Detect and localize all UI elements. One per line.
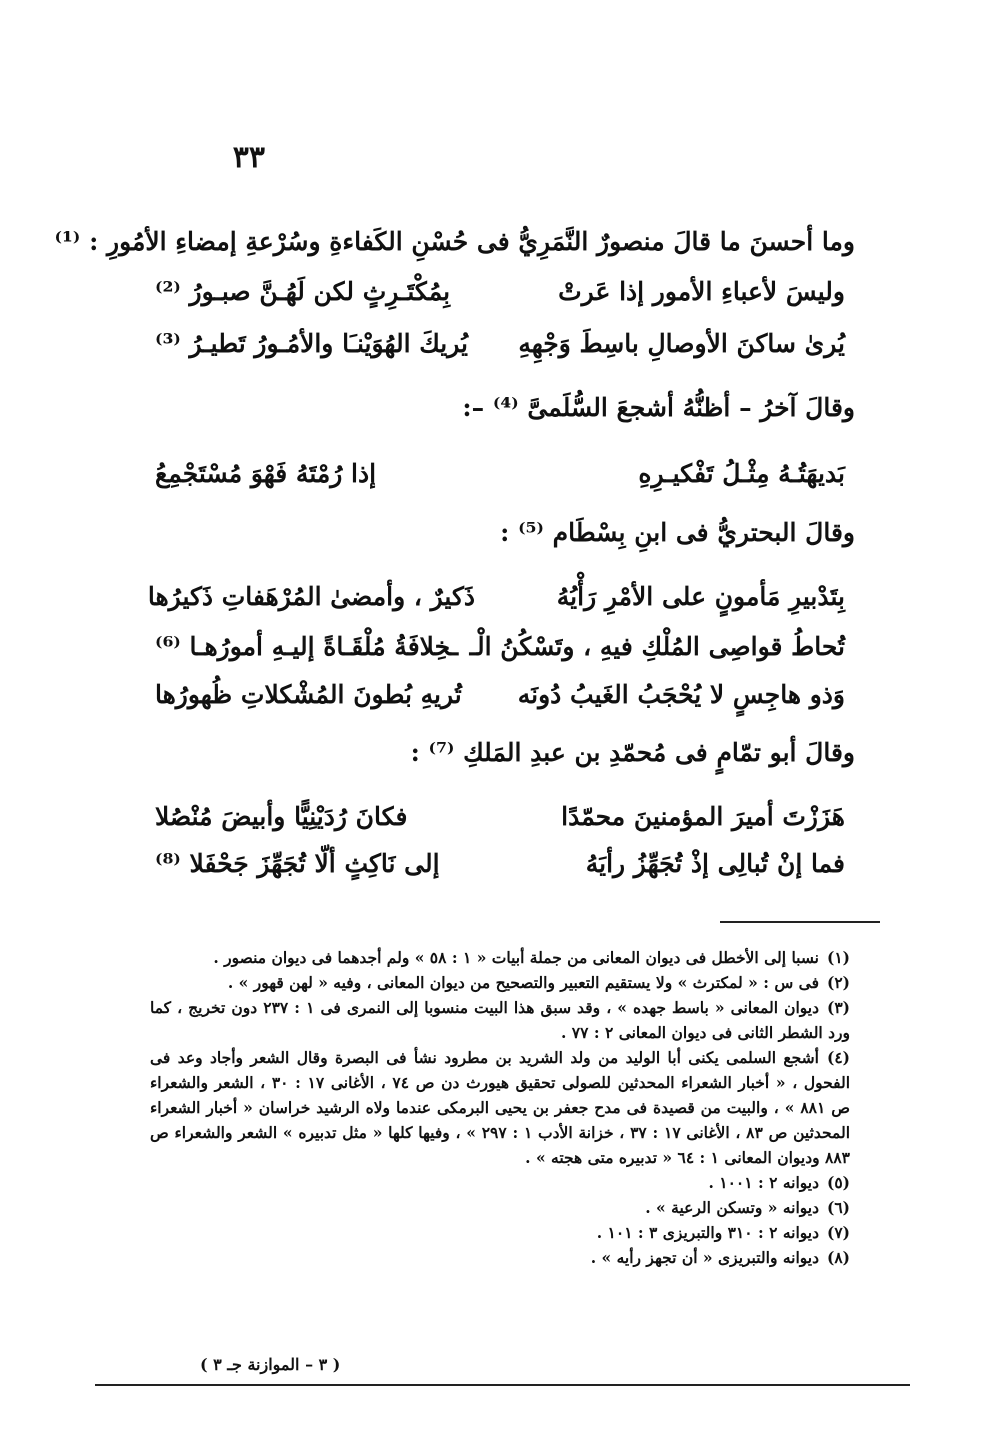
footnote: [150, 1220, 850, 1245]
verse-second-hemistich: ـخِلافَةُ مُلْقَـاةً إليـهِ أمورُهـا ⁽⁶⁾: [155, 632, 459, 661]
footnote-text: ديوانه « وتسكن الرعية » .: [645, 1198, 819, 1217]
footnote: [150, 945, 850, 970]
verse-first-hemistich: وَذو هاجِسٍ لا يُحْجَبُ الغَيبُ دُونَه: [517, 680, 845, 709]
verse-line: [155, 842, 845, 886]
verse-line: [155, 270, 845, 314]
intro-abu-tammam: وقالَ أبو تمّامٍ فى مُحمّدِ بن عبدِ المَلكِ ⁽⁷⁾ :: [410, 738, 855, 767]
footnote-text: ديوان المعانى « باسط جهده » ، وقد سبق هذا البيت منسوبا إلى النمرى فى ١ : ٢٣٧ دون تخريج ، كما ورد الشطر الثانى فى ديوان المعانى ٢ : ٧٧ .: [150, 998, 850, 1042]
verse-second-hemistich: إلى نَاكِثٍ ألّا تُجَهِّزَ جَحْفَلا ⁽⁸⁾: [155, 849, 440, 878]
footnote-number: (٨): [826, 1248, 850, 1267]
verse-first-hemistich: هَزَزْتَ أميرَ المؤمنينَ محمّدًا: [561, 802, 845, 831]
footnotes: [150, 945, 850, 1270]
footnote-number: (٢): [826, 973, 850, 992]
footnote: [150, 1045, 850, 1170]
verse-line: [155, 322, 845, 366]
footnote-text: أشجع السلمى يكنى أبا الوليد من ولد الشريد بن مطرود نشأ فى البصرة وقال الشعر وأجاد وعد فى الفحول ، « أخبار الشعراء المحدثين للصولى تحقيق هيورث دن ص ٧٤ ، الأغانى ١٧ : ٣٠ ، الشعر والشعراء ص ٨٨١ » ، والبيت من قصيدة فى مدح جعفر بن يحيى البرمكى عندما ولاه الرشيد خراسان « أخبار الشعراء المحدثين ص ٨٣ ، الأغانى ١٧ : ٣٧ ، خزانة الأدب ١ : ٢٩٧ » ، وفيها كلها « مثل تدبيره » الشعر والشعراء ص ٨٨٣ وديوان المعانى ١ : ٦٤ « تدبيره متى هجته » .: [150, 1048, 851, 1167]
footnote-number: (٤): [826, 1048, 850, 1067]
verse-first-hemistich: بِتَدْبيرِ مَأمونٍ على الأمْرِ رَأْيُهُ: [556, 582, 845, 611]
verse-second-hemistich: ذَكيرٌ ، وأمضىٰ المُرْهَفاتِ ذَكيرُها: [147, 582, 475, 611]
verse-line: [155, 452, 845, 496]
verse-second-hemistich: فكانَ رُدَيْنِيًّا وأبيضَ مُنْصُلا: [155, 802, 408, 831]
intro-ashja-sulami: وقالَ آخرُ – أظنُّهُ أشجعَ السُّلَمىَّ ⁽⁴⁾ –:: [462, 393, 855, 422]
footnote-number: (٧): [826, 1223, 850, 1242]
footnote-text: نسبا إلى الأخطل فى ديوان المعانى من جملة أبيات « ١ : ٥٨ » ولم أجدهما فى ديوان منصور .: [213, 948, 819, 967]
footnote: [150, 1170, 850, 1195]
verse-first-hemistich: بَديهَتُـهُ مِثْـلُ تَفْكيـرِهِ: [638, 459, 845, 488]
verse-line: [155, 673, 845, 717]
verse-line: [155, 625, 845, 669]
bottom-divider: [95, 1384, 910, 1386]
footnote-divider: [720, 921, 880, 923]
footnote-number: (٣): [826, 998, 850, 1017]
verse-second-hemistich: بِمُكْتَـرِثٍ لكن لَهُـنَّ صبـورُ ⁽²⁾: [155, 277, 451, 306]
verse-first-hemistich: فما إنْ تُبالِى إذْ تُجَهِّزُ رأيَهُ: [585, 849, 845, 878]
verse-second-hemistich: إذا رُمْتَهُ فَهْوَ مُسْتَجْمِعُ: [155, 459, 377, 488]
footnote-number: (٦): [826, 1198, 850, 1217]
verse-first-hemistich: تُحاطُ قواصِى المُلْكِ فيهِ ، وتَسْكُنُ الْـ: [469, 632, 845, 661]
verse-second-hemistich: تُريهِ بُطونَ المُشْكلاتِ ظُهورُها: [155, 680, 462, 709]
verse-line: [155, 795, 845, 839]
footnote-text: ديوانه ٢ : ٣١٠ والتبريزى ٣ : ١٠١ .: [596, 1223, 819, 1242]
verse-line: [147, 575, 845, 619]
footnote: [150, 1195, 850, 1220]
footnote: [150, 995, 850, 1045]
footnote-number: (١): [826, 948, 850, 967]
footnote: [150, 1245, 850, 1270]
intro-buhturi: وقالَ البحتريُّ فى ابنِ بِسْطَام ⁽⁵⁾ :: [500, 518, 855, 547]
verse-first-hemistich: يُرىٰ ساكنَ الأوصالِ باسِطَ وَجْهِهِ: [518, 329, 845, 358]
footnote: [150, 970, 850, 995]
footnote-text: ديوانه ٢ : ١٠٠١ .: [708, 1173, 819, 1192]
footnote-text: ديوانه والتبريزى « أن تجهز رأيه » .: [590, 1248, 819, 1267]
page-number: ٣٣: [232, 140, 265, 175]
footnote-number: (٥): [826, 1173, 850, 1192]
footnote-text: فى س : « لمكترث » ولا يستقيم التعبير والتصحيح من ديوان المعانى ، وفيه « لهن قهور » .: [227, 973, 819, 992]
signature-mark: ( ٣ – الموازنة جـ ٣ ): [200, 1355, 341, 1374]
verse-first-hemistich: وليسَ لأعباءِ الأمور إذا عَرتْ: [558, 277, 845, 306]
intro-mansur-namari: وما أحسنَ ما قالَ منصورٌ النَّمَرِيُّ فى حُسْنِ الكَفاءةِ وسُرْعةِ إمضاءِ الأمُورِ : ⁽¹⁾: [54, 227, 855, 256]
verse-second-hemistich: يُريكَ الهُوَيْنـَا والأمُـورُ تَطيـرُ ⁽³⁾: [155, 329, 468, 358]
